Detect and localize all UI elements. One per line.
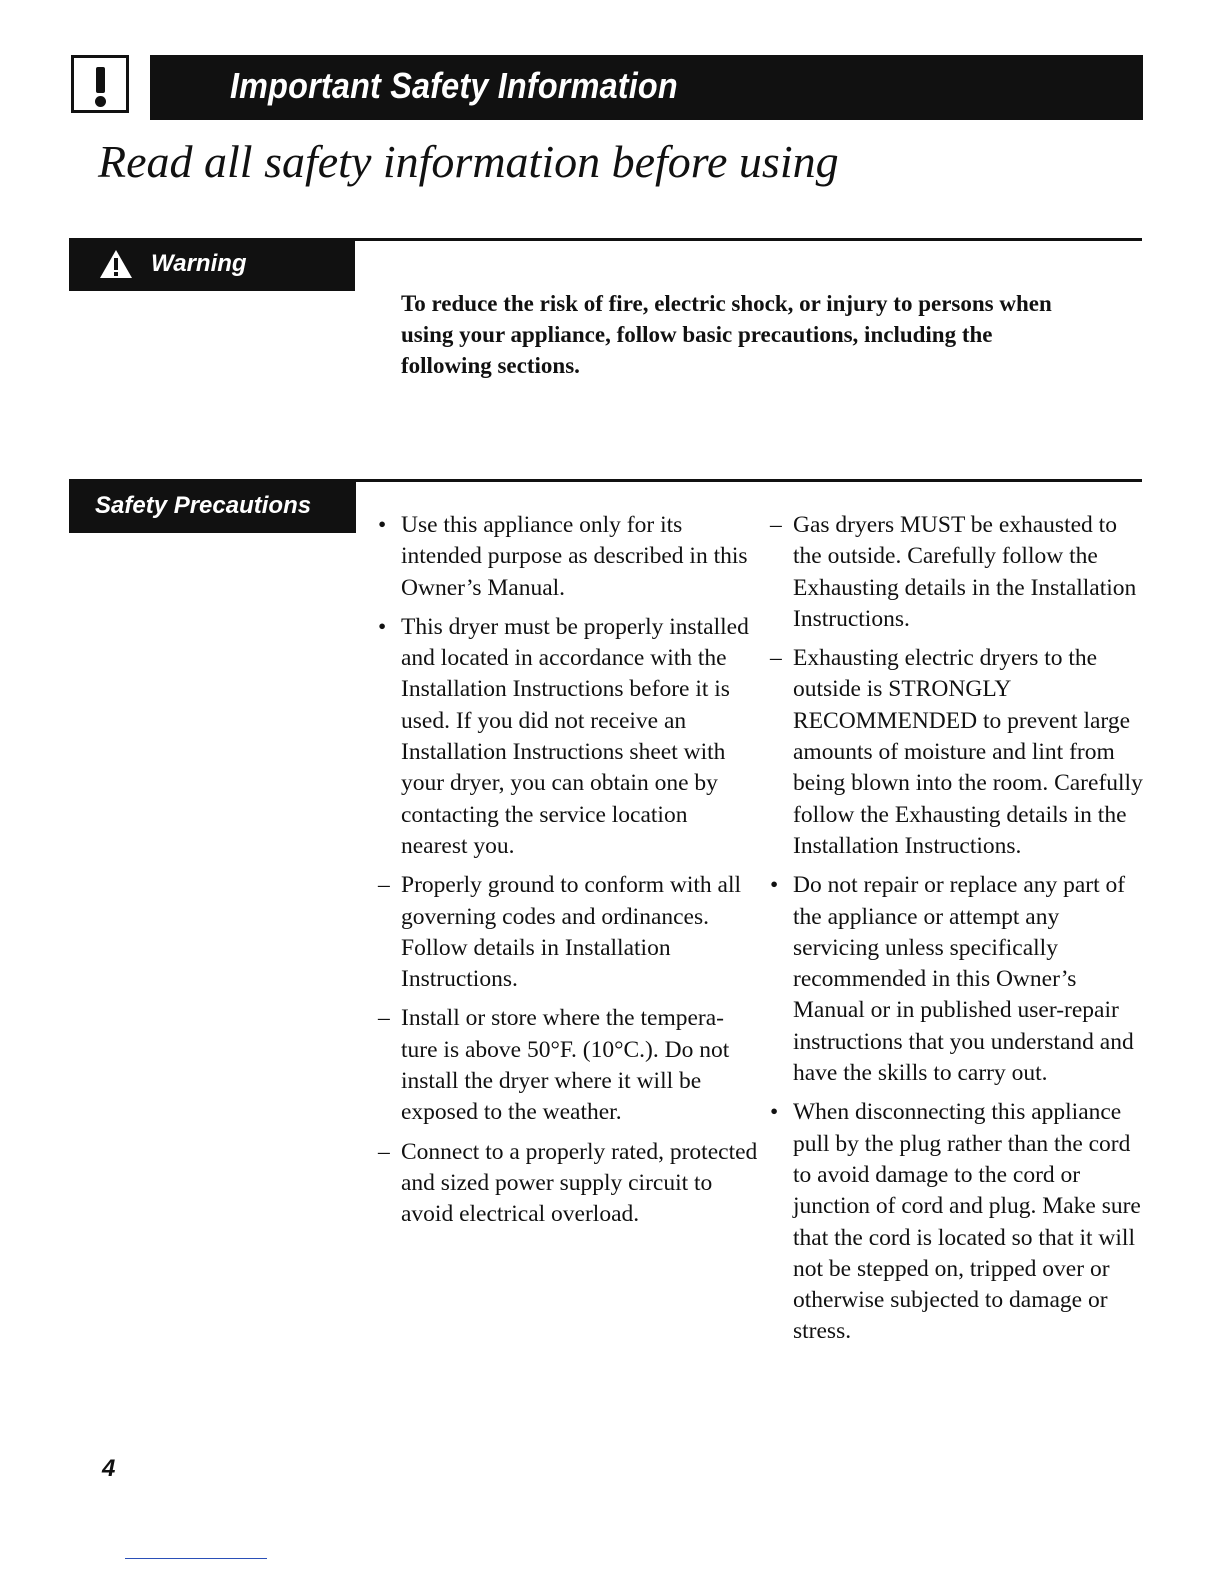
page-subtitle: Read all safety information before using — [98, 136, 839, 187]
list-marker: • — [770, 1099, 779, 1126]
warning-triangle-icon — [99, 249, 133, 279]
list-item — [378, 612, 758, 862]
list-item-text: Connect to a properly rated, protected and sized power supply circuit to avoid electrical overload. — [401, 1138, 758, 1228]
list-item-text: This dryer must be properly installed and located in accordance with the Installation Instructions before it is used. If you did not receive an Installation Instructions sheet with your dryer, you can obtain one by contacting the service location nearest you. — [401, 613, 749, 859]
warning-label: Warning — [151, 250, 247, 277]
list-marker: – — [378, 872, 390, 899]
list-marker: • — [378, 613, 387, 640]
exclamation-dot — [95, 96, 106, 107]
page-number: 4 — [102, 1455, 116, 1482]
list-item — [770, 510, 1150, 635]
left-column — [378, 510, 758, 1239]
list-item-text: Properly ground to conform with all governing codes and ordinances. Follow details in Installation Instructions. — [401, 872, 742, 993]
list-item-text: Gas dryers MUST be exhausted to the outside. Carefully follow the Exhausting details in the Installation Instructions. — [793, 512, 1137, 632]
list-marker: – — [378, 1005, 390, 1032]
list-item — [378, 1003, 758, 1128]
list-item — [770, 1097, 1150, 1347]
exclamation-bar — [96, 67, 105, 93]
right-column — [770, 510, 1150, 1356]
page-title: Important Safety Information — [230, 65, 678, 106]
safety-precautions-tag — [69, 481, 356, 533]
list-item-text: Exhausting electric dryers to the outside is STRONGLY RECOMMENDED to prevent large amounts of moisture and lint from being blown into the room. Carefully follow the Exhausting details in the Installation Instructions. — [793, 645, 1143, 859]
list-item-text: When disconnecting this appliance pull by the plug rather than the cord to avoid damage to the cord or junction of cord and plug. Make sure that the cord is located so that it will not be stepped on, tripped over or otherwise subjected to damage or stress. — [793, 1099, 1141, 1345]
warning-tag — [69, 240, 355, 291]
list-item-text: Do not repair or replace any part of the appliance or attempt any servicing unless specifically recommended in this Owner’s Manual or in published user-repair instructions that you understand and have the skills to carry out. — [793, 872, 1134, 1087]
list-item — [770, 643, 1150, 862]
exclamation-icon — [71, 55, 129, 113]
list-item-text: Use this appliance only for its intended purpose as described in this Owner’s Manual. — [401, 512, 748, 601]
header-banner — [150, 55, 1143, 120]
safety-precautions-label: Safety Precautions — [95, 492, 312, 519]
list-item — [770, 870, 1150, 1089]
list-marker: • — [770, 872, 779, 899]
list-item-text: Install or store where the tempera-ture is above 50°F. (10°C.). Do not install the dryer where it will be exposed to the weather. — [401, 1005, 730, 1126]
footer-line — [125, 1558, 267, 1559]
list-item — [378, 510, 758, 604]
list-marker: • — [378, 512, 387, 538]
list-marker: – — [378, 1138, 390, 1165]
warning-text: To reduce the risk of fire, electric shock, or injury to persons when using your appliance, follow basic precautions, including the following sections. — [401, 291, 1052, 378]
list-item — [378, 1137, 758, 1231]
list-marker: – — [770, 645, 782, 672]
list-marker: – — [770, 512, 782, 538]
list-item — [378, 870, 758, 995]
